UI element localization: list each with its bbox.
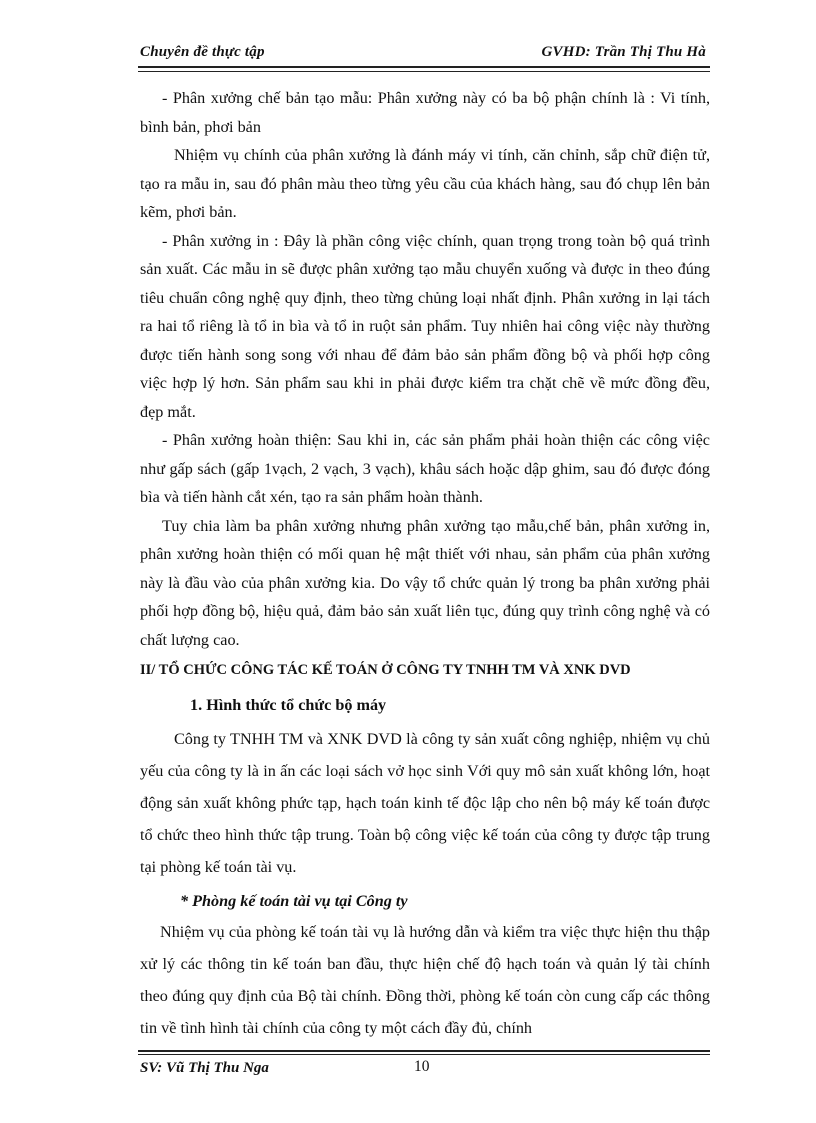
paragraph-platemaking-duties: Nhiệm vụ chính của phân xưởng là đánh máy vi tính, căn chỉnh, sắp chữ điện tử, tạo ra mẫu in, sau đó phân màu theo từng yêu cầu của khách hàng, sau đó chụp lên bản kẽm, phơi bản. (140, 146, 710, 221)
subsection-accounting-dept: * Phòng kế toán tài vụ tại Công ty (180, 892, 408, 910)
section-heading: II/ TỔ CHỨC CÔNG TÁC KẾ TOÁN Ở CÔNG TY TNHH TM VÀ XNK DVD (140, 662, 631, 678)
paragraph-company-overview: Công ty TNHH TM và XNK DVD là công ty sản xuất công nghiệp, nhiệm vụ chủ yếu của công ty là in ấn các loại sách vở học sinh Với quy mô sản xuất không lớn, hoạt động sản xuất không phức tạp, hạch toán kinh tế độc lập cho nên bộ máy kế toán được tổ chức theo hình thức tập trung. Toàn bộ công việc kế toán của công ty được tập trung tại phòng kế toán tài vụ. (140, 730, 710, 876)
page-footer (138, 1050, 710, 1076)
paragraph-accounting-duties: Nhiệm vụ của phòng kế toán tài vụ là hướng dẫn và kiểm tra việc thực hiện thu thập xử lý các thông tin kế toán ban đầu, thực hiện chế độ hạch toán và quản lý tài chính theo đúng quy định của Bộ tài chính. Đồng thời, phòng kế toán còn cung cấp các thông tin về tình hình tài chính của công ty một cách đầy đủ, chính (140, 922, 710, 1037)
paragraph-workshop-relations: Tuy chia làm ba phân xưởng nhưng phân xưởng tạo mẫu,chế bản, phân xưởng in, phân xưởng hoàn thiện có mối quan hệ mật thiết với nhau, sản phẩm của phân xưởng này là đầu vào của phân xưởng kia. Do vậy tổ chức quản lý trong ba phân xưởng phải phối hợp đồng bộ, hiệu quả, đảm bảo sản xuất liên tục, đúng quy trình công nghệ và có chất lượng cao. (140, 516, 710, 649)
footer-student-name: SV: Vũ Thị Thu Nga (140, 1060, 269, 1076)
page-number: 10 (414, 1058, 430, 1075)
header-divider (138, 71, 710, 72)
paragraph-platemaking-workshop: - Phân xưởng chế bản tạo mẫu: Phân xưởng này có ba bộ phận chính là : Vi tính, bình bản, phơi bản (140, 89, 710, 136)
header-supervisor: GVHD: Trần Thị Thu Hà (541, 44, 706, 60)
paragraph-printing-workshop: - Phân xưởng in : Đây là phần công việc chính, quan trọng trong toàn bộ quá trình sản xuất. Các mẫu in sẽ được phân xưởng tạo mẫu chuyển xuống và được in theo đúng tiêu chuẩn công nghệ quy định, theo từng chủng loại nhất định. Phân xưởng in lại tách ra hai tổ riêng là tổ in bìa và tổ in ruột sản phẩm. Tuy nhiên hai công việc này thường được tiến hành song song với nhau để đảm bảo sản phẩm đồng bộ và phối hợp công việc hợp lý hơn. Sản phẩm sau khi in phải được kiểm tra chặt chẽ về mức đồng đều, đẹp mắt. (140, 231, 710, 421)
subsection-heading: 1. Hình thức tổ chức bộ máy (190, 695, 387, 714)
page-header (138, 42, 710, 68)
footer-divider (138, 1050, 710, 1052)
footer-divider-thin (138, 1054, 710, 1055)
page-body (140, 84, 710, 1044)
header-course-title: Chuyên đề thực tập (140, 44, 265, 60)
paragraph-finishing-workshop: - Phân xưởng hoàn thiện: Sau khi in, các sản phẩm phải hoàn thiện các công việc như gấp sách (gấp 1vạch, 2 vạch, 3 vạch), khâu sách hoặc dập ghim, sau đó được đóng bìa và tiến hành cắt xén, tạo ra sản phẩm hoàn thành. (140, 431, 710, 506)
